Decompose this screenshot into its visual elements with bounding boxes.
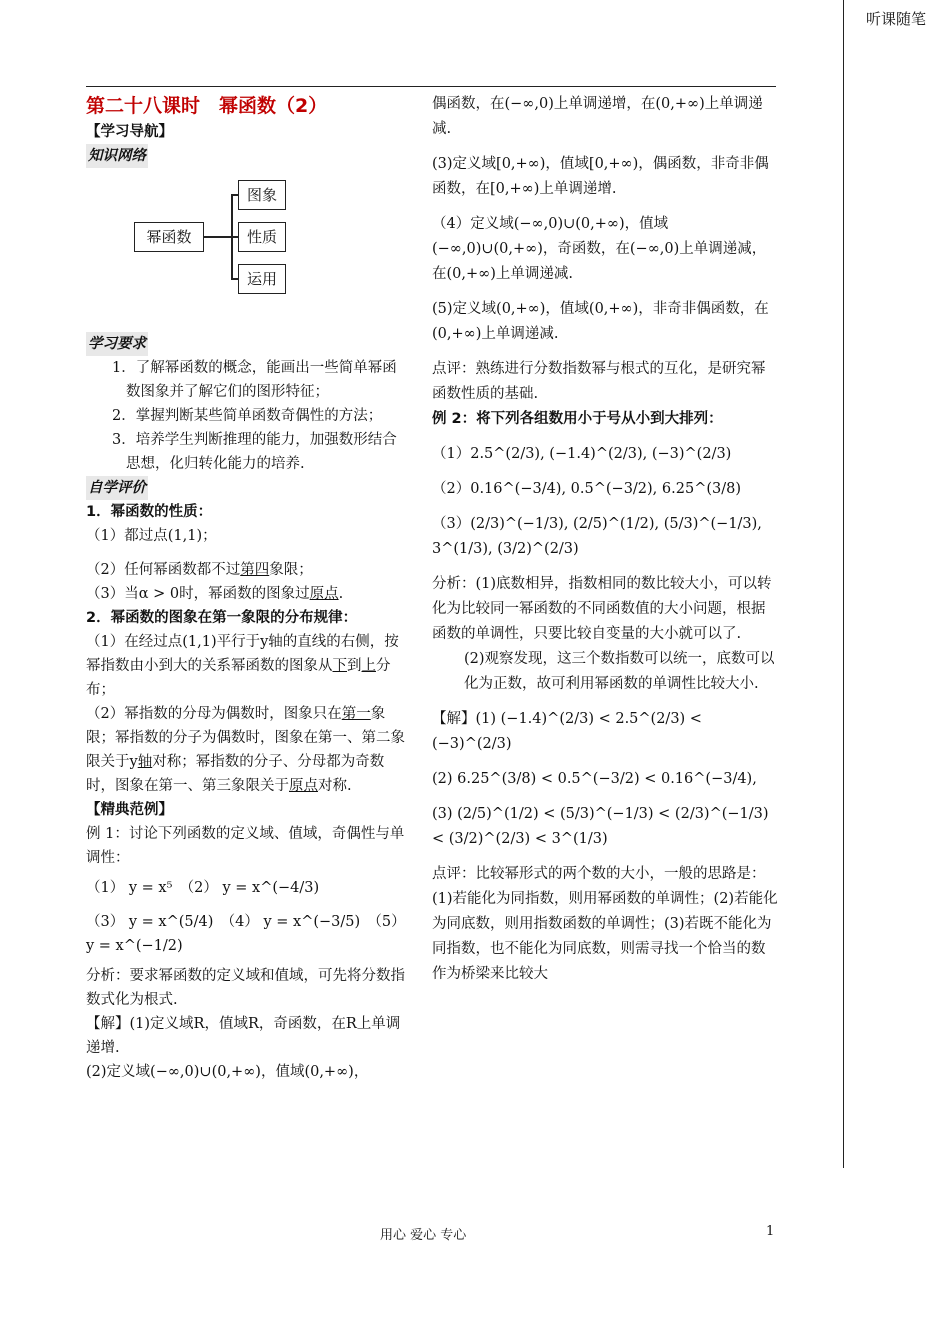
example-1-functions: （3） y = x^(5/4) （4） y = x^(−3/5) （5） y = x^(−1/2) bbox=[86, 914, 406, 954]
answer-blank: 上 bbox=[361, 658, 376, 674]
example-2-analysis-1: 分析：(1)底数相异，指数相同的数比较大小，可以转化为比较同一幂函数的不同函数值的大小问题，根据函数的单调性，只要比较自变量的大小就可以了. bbox=[432, 576, 772, 642]
answer-blank: 下 bbox=[332, 658, 347, 674]
answer-blank: 轴 bbox=[137, 754, 153, 770]
distribution-rule-1: （1）在经过点(1,1)平行于y轴的直线的右侧，按幂指数由小到大的关系幂函数的图象从下到上分布； bbox=[86, 634, 399, 698]
example-2-item-1: （1）2.5^(2/3), (−1.4)^(2/3), (−3)^(2/3) bbox=[432, 446, 732, 462]
example-2-analysis-2: (2)观察发现，这三个数指数可以统一，底数可以化为正数，故可利用幂函数的单调性比较大小. bbox=[464, 651, 775, 692]
example-2-prompt: 例 2：将下列各组数用小于号从小到大排列： bbox=[432, 411, 723, 427]
examples-heading: 【精典范例】 bbox=[86, 802, 173, 818]
header-rule bbox=[86, 86, 776, 87]
solution-1: 【解】(1)定义域R，值域R，奇函数，在R上单调递增. bbox=[86, 1016, 401, 1056]
requirements-heading: 学习要求 bbox=[86, 332, 148, 356]
left-column bbox=[86, 92, 406, 1084]
example-2-solution-2: (2) 6.25^(3/8) < 0.5^(−3/2) < 0.16^(−3/4), bbox=[432, 771, 757, 787]
diagram-box-property: 性质 bbox=[238, 222, 286, 252]
property-3: （3）当α > 0时，幂函数的图象过原点. bbox=[86, 586, 344, 602]
solution-2-start: (2)定义域(−∞,0)∪(0,+∞)，值域(0,+∞)， bbox=[86, 1064, 369, 1080]
answer-blank: 原点 bbox=[309, 586, 339, 602]
example-1-functions: （1） y = x⁵ （2） y = x^(−4/3) bbox=[86, 880, 320, 896]
property-2: （2）任何幂函数都不过第四象限； bbox=[86, 562, 313, 578]
comment-2: 点评：比较幂形式的两个数的大小，一般的思路是：(1)若能化为同指数，则用幂函数的单调性；(2)若能化为同底数，则用指数函数的单调性；(3)若既不能化为同指数，也不能化为同底数，则需寻找一个恰当的数作为桥梁来比较大 bbox=[432, 866, 778, 982]
example-2-solution-1: 【解】(1) (−1.4)^(2/3) < 2.5^(2/3) < (−3)^(2/3) bbox=[432, 711, 702, 752]
example-2-item-2: （2）0.16^(−3/4), 0.5^(−3/2), 6.25^(3/8) bbox=[432, 481, 741, 497]
solution-4: （4）定义域(−∞,0)∪(0,+∞)，值域(−∞,0)∪(0,+∞)，奇函数，在(−∞,0)上单调递减，在(0,+∞)上单调递减. bbox=[432, 216, 767, 282]
answer-blank: 第四 bbox=[240, 562, 270, 578]
distribution-rule-2: （2）幂指数的分母为偶数时，图象只在第一象限；幂指数的分子为偶数时，图象在第一、第二象限关于y轴对称；幂指数的分子、分母都为奇数时，图象在第一、第三象限关于原点对称. bbox=[86, 706, 405, 794]
example-2-solution-3: (3) (2/5)^(1/2) < (5/3)^(−1/3) < (2/3)^(−1/3) < (3/2)^(2/3) < 3^(1/3) bbox=[432, 806, 769, 847]
diagram-box-graph: 图象 bbox=[238, 180, 286, 210]
requirement-2: 2．掌握判断某些简单函数奇偶性的方法； bbox=[112, 408, 383, 424]
right-column bbox=[432, 92, 778, 987]
property-1: （1）都过点(1,1)； bbox=[86, 528, 217, 544]
solution-5: (5)定义域(0,+∞)，值域(0,+∞)，非奇非偶函数，在(0,+∞)上单调递减. bbox=[432, 301, 769, 342]
solution-2-continued: 偶函数，在(−∞,0)上单调递增，在(0,+∞)上单调递减. bbox=[432, 96, 763, 137]
diagram-connector bbox=[203, 236, 231, 238]
comment-1: 点评：熟练进行分数指数幂与根式的互化，是研究幂函数性质的基础. bbox=[432, 361, 766, 402]
margin-divider bbox=[843, 0, 844, 1168]
self-evaluation-heading: 自学评价 bbox=[86, 476, 148, 500]
example-2-item-3: （3）(2/3)^(−1/3), (2/5)^(1/2), (5/3)^(−1/3), 3^(1/3), (3/2)^(2/3) bbox=[432, 516, 762, 557]
page-number: 1 bbox=[766, 1224, 775, 1239]
knowledge-diagram bbox=[86, 174, 406, 324]
example-1-analysis: 分析：要求幂函数的定义域和值域，可先将分数指数式化为根式. bbox=[86, 968, 405, 1008]
guide-heading: 【学习导航】 bbox=[86, 124, 173, 140]
section-1-title: 1．幂函数的性质： bbox=[86, 504, 213, 520]
solution-3: (3)定义域[0,+∞)，值域[0,+∞)，偶函数，非奇非偶函数，在[0,+∞)上单调递增. bbox=[432, 156, 769, 197]
answer-blank: 第一 bbox=[341, 706, 371, 722]
requirement-3: 3．培养学生判断推理的能力，加强数形结合思想，化归转化能力的培养. bbox=[112, 432, 397, 472]
section-2-title: 2．幂函数的图象在第一象限的分布规律： bbox=[86, 610, 358, 626]
lesson-title: 第二十八课时 幂函数（2） bbox=[86, 95, 328, 117]
diagram-box-application: 运用 bbox=[238, 264, 286, 294]
diagram-root-box: 幂函数 bbox=[134, 222, 204, 252]
requirement-1: 1．了解幂函数的概念，能画出一些简单幂函数图象并了解它们的图形特征； bbox=[112, 360, 397, 400]
knowledge-net-heading: 知识网络 bbox=[86, 144, 148, 168]
answer-blank: 原点 bbox=[289, 778, 318, 794]
example-1-prompt: 例 1：讨论下列函数的定义域、值域，奇偶性与单调性： bbox=[86, 826, 405, 866]
footer-motto: 用心 爱心 专心 bbox=[380, 1228, 467, 1243]
side-note-label: 听课随笔 bbox=[866, 10, 927, 28]
